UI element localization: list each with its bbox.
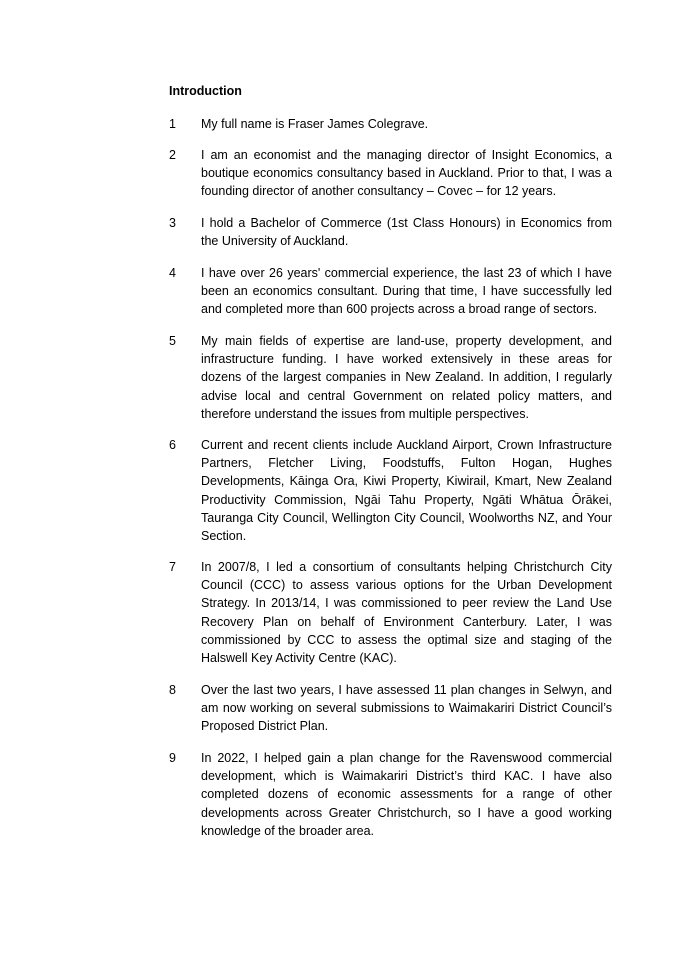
paragraph-number: 8: [169, 683, 176, 697]
paragraph-number: 2: [169, 148, 176, 162]
paragraph-text: I have over 26 years' commercial experience, the last 23 of which I have been an economics consultant. During that time, I have successfully led and completed more than 600 projects across a broad range of sectors.: [201, 266, 612, 317]
paragraph-number: 5: [169, 334, 176, 348]
paragraph-text: My full name is Fraser James Colegrave.: [201, 117, 429, 131]
paragraph-number: 3: [169, 216, 176, 230]
paragraph-number: 1: [169, 117, 176, 131]
paragraph-text: In 2007/8, I led a consortium of consultants helping Christchurch City Council (CCC) to assess various options for the Urban Development Strategy. In 2013/14, I was commissioned to peer review the Land Use Recovery Plan on behalf of Environment Canterbury. Later, I was commissioned by CCC to assess the optimal size and staging of the Halswell Key Activity Centre (KAC).: [201, 560, 612, 666]
paragraph-text: I hold a Bachelor of Commerce (1st Class Honours) in Economics from the University of Auckland.: [201, 216, 612, 249]
numbered-paragraph: [169, 264, 612, 319]
numbered-paragraph: [169, 146, 612, 201]
paragraph-text: In 2022, I helped gain a plan change for the Ravenswood commercial development, which is Waimakariri District’s third KAC. I have also completed dozens of economic assessments for a range of other developments across Greater Christchurch, so I have a good working knowledge of the broader area.: [201, 751, 612, 838]
numbered-paragraph: [169, 214, 612, 250]
paragraph-text: I am an economist and the managing director of Insight Economics, a boutique economics consultancy based in Auckland. Prior to that, I was a founding director of another consultancy – Covec – for 12 years.: [201, 148, 612, 199]
numbered-paragraph: [169, 558, 612, 667]
numbered-paragraph: [169, 436, 612, 545]
section-heading: Introduction: [169, 84, 242, 98]
paragraph-number: 9: [169, 751, 176, 765]
paragraph-number: 6: [169, 438, 176, 452]
numbered-paragraph: [169, 681, 612, 736]
numbered-paragraph: [169, 749, 612, 840]
paragraph-number: 7: [169, 560, 176, 574]
paragraph-text: My main fields of expertise are land-use, property development, and infrastructure funding. I have worked extensively in these areas for dozens of the largest companies in New Zealand. In addition, I regularly advise local and central Government on related policy matters, and therefore understand the issues from multiple perspectives.: [201, 334, 612, 421]
paragraph-number: 4: [169, 266, 176, 280]
paragraph-text: Over the last two years, I have assessed 11 plan changes in Selwyn, and am now working on several submissions to Waimakariri District Council’s Proposed District Plan.: [201, 683, 612, 734]
numbered-paragraph: [169, 332, 612, 423]
numbered-paragraph: [169, 115, 612, 133]
paragraph-text: Current and recent clients include Auckland Airport, Crown Infrastructure Partners, Fletcher Living, Foodstuffs, Fulton Hogan, Hughes Developments, Kāinga Ora, Kiwi Property, Kiwirail, Kmart, New Zealand Productivity Commission, Ngāi Tahu Property, Ngāti Whātua Ōrākei, Tauranga City Council, Wellington City Council, Woolworths NZ, and Your Section.: [201, 438, 612, 544]
